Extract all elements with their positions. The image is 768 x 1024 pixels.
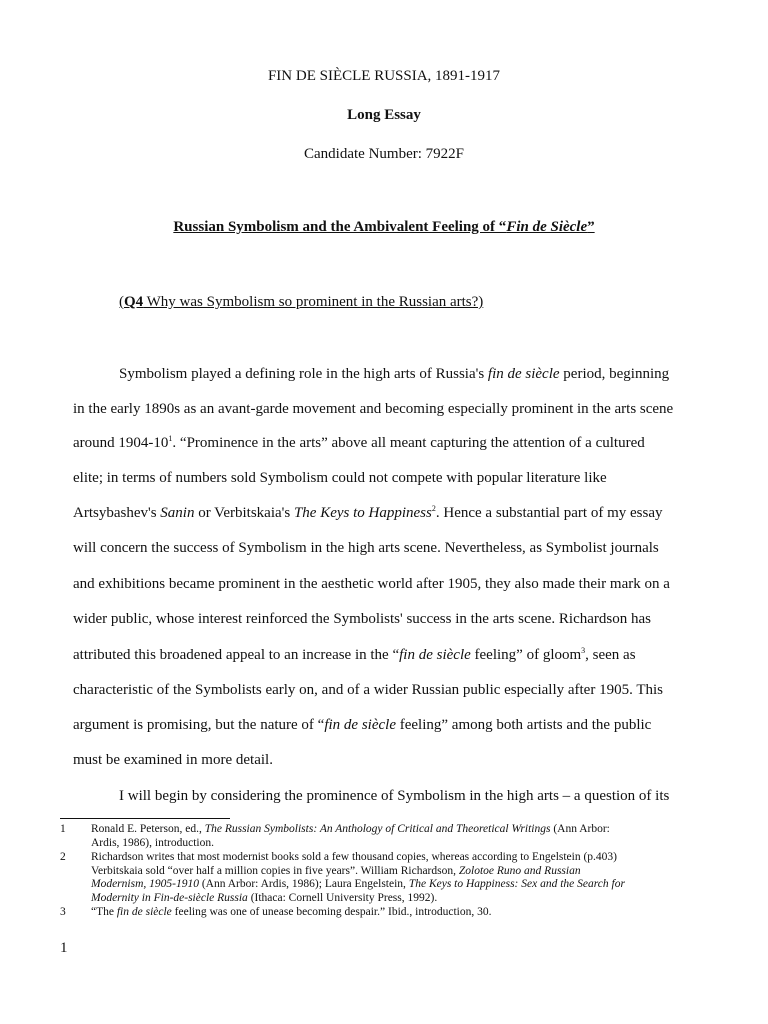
body-line: characteristic of the Symbolists early on, and of a wider Russian public especially after 1905. This xyxy=(73,682,663,698)
candidate-number: Candidate Number: 7922F xyxy=(304,146,464,162)
footnote-divider xyxy=(60,818,230,819)
body-line: around $1904-10^1$. “Prominence in the arts” above all meant capturing the attention of a cultured xyxy=(73,434,645,451)
body-line: will concern the success of Symbolism in the high arts scene. Nevertheless, as Symbolist journals xyxy=(73,540,659,556)
essay-title xyxy=(0,218,768,236)
essay-title-text: Russian Symbolism and the Ambivalent Feeling of “Fin de Siècle” xyxy=(173,219,595,235)
footnote-ref: 1 xyxy=(168,434,173,443)
body-line: must be examined in more detail. xyxy=(73,752,273,768)
course-title: FIN DE SIÈCLE RUSSIA, 1891-1917 xyxy=(267,68,501,84)
footnote-ref: 3 xyxy=(581,646,586,655)
footnote-ref: 2 xyxy=(431,504,436,513)
essay-type: Long Essay xyxy=(347,107,421,123)
body-line: argument is promising, but the nature of “fin de siècle feeling” among both artists and the public xyxy=(73,717,652,733)
body-line: attributed this broadened appeal to an increase in the “fin de siècle feeling” of gloom$^3$, seen as xyxy=(73,646,636,663)
body-line: elite; in terms of numbers sold Symbolism could not compete with popular literature like xyxy=(73,470,607,486)
body-line: I will begin by considering the prominence of Symbolism in the high arts – a question of its xyxy=(119,788,670,804)
essay-question: (Q4 Why was Symbolism so prominent in the Russian arts?) xyxy=(119,294,484,310)
body-line: and exhibitions became prominent in the aesthetic world after 1905, they also made their mark on a xyxy=(73,576,670,592)
body-line: Artsybashev's Sanin or Verbitskaia's The Keys to Happiness$^2$. Hence a substantial part of my essay xyxy=(73,504,663,521)
body-line: in the early 1890s as an avant-garde movement and becoming especially prominent in the arts scene xyxy=(73,401,674,417)
body-line: Symbolism played a defining role in the high arts of Russia's fin de siècle period, beginning xyxy=(119,366,670,382)
page-number: 1 xyxy=(60,940,68,956)
document-page: FIN DE SIÈCLE RUSSIA, 1891-1917 Long Essay Candidate Number: 7922F Russian Symbolism and the Ambivalent Feeling of “Fin de Siècle” (Q4 Why was Symbolism so prominent in the Russian arts?) Symbolism played a defining role in the high arts of Russia's fin de siècle period, beginning in the early 1890s as an avant-garde movement and becoming especially prominent in the arts scene around $1904-10^1$. “Prominence in the arts” above all meant capturing the attention of a cultured elite; in terms of numbers sold Symbolism could not compete with popular literature like Artsybashev's Sanin or Verbitskaia's The Keys to Happiness$^2$. Hence a substantial part of my essay will concern the success of Symbolism in the high arts scene. Nevertheless, as Symbolist journals and exhibitions became prominent in the aesthetic world after 1905, they also made their mark on a wider public, whose interest reinforced the Symbolists' success in the arts scene. Richardson has attributed this broadened appeal to an increase in the “fin de siècle feeling” of gloom$^3$, seen as characteristic of the Symbolists early on, and of a wider Russian public especially after 1905. This argument is promising, but the nature of “fin de siècle feeling” among both artists and the public must be examined in more detail. I will begin by considering the prominence of Symbolism in the high arts – a question of its 1 Ronald E. Peterson, ed., The Russian Symbolists: An Anthology of Critical and Theoretical Writings (Ann Arbor: Ardis, 1986), introduction. 2 Richardson writes that most modernist books sold a few thousand copies, whereas according to Engelstein (p.403) Verbitskaia sold “over half a million copies in five years”. William Richardson, Zolotoe Runo and Russian Modernism, 1905-1910 (Ann Arbor: Ardis, 1986); Laura Engelstein, The Keys to Happiness: Sex and the Search for Modernity in Fin-de-siècle Russia (Ithaca: Cornell University Press, 1992). 3 “The fin de siècle feeling was one of unease becoming despair.” Ibid., introduction, 30. 1 xyxy=(0,0,768,1024)
question-label: Q4 xyxy=(124,294,144,310)
body-line: wider public, whose interest reinforced the Symbolists' success in the arts scene. Richardson has xyxy=(73,611,651,627)
